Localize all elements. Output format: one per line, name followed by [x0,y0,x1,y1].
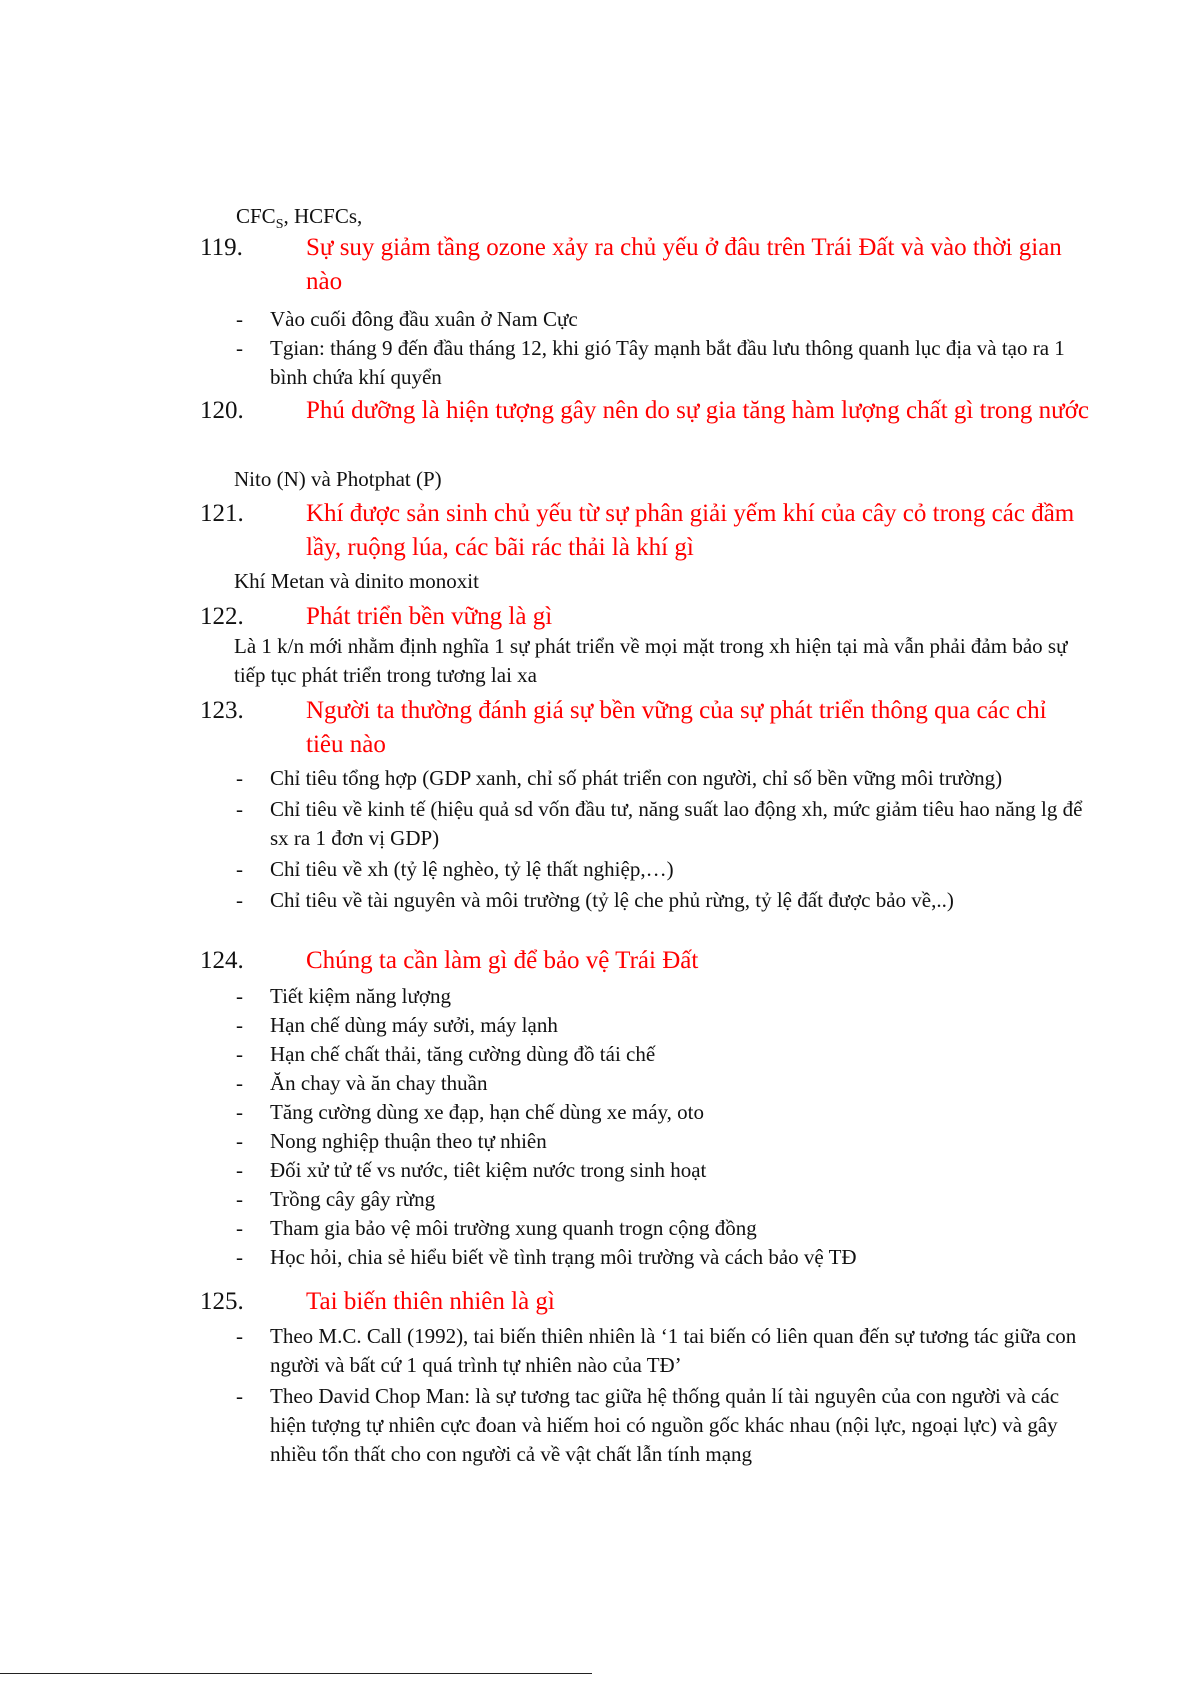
question-number: 122. [200,603,244,630]
list-item: - Tgian: tháng 9 đến đầu tháng 12, khi gió Tây mạnh bắt đầu lưu thông quanh lục địa và tạo ra 1 bình chứa khí quyển [236,336,1065,389]
answer-list [234,1322,1094,1471]
question-number: 119. [200,234,243,261]
question-number: 124. [200,947,244,974]
answer-text: Nito (N) và Photphat (P) [234,467,442,491]
question-text: Phú dưỡng là hiện tượng gây nên do sự gia tăng hàm lượng chất gì trong nước [306,397,1090,424]
question-122 [200,600,1090,634]
list-item: - Theo David Chop Man: là sự tương tac giữa hệ thống quản lí tài nguyên của con người và các hiện tượng tự nhiên cực đoan và hiếm hoi có nguồn gốc khác nhau (nội lực, ngoại lực) và gây nhiều tổn thất cho con người cả về vật chất lẫn tính mạng [236,1384,1060,1466]
list-item: - Chỉ tiêu về xh (tỷ lệ nghèo, tỷ lệ thất nghiệp,…) [236,857,674,881]
question-number: 121. [200,500,244,527]
question-number: 125. [200,1288,244,1315]
list-item: - Ăn chay và ăn chay thuần [236,1071,488,1095]
question-121 [200,497,1090,565]
footnote-divider [0,1673,592,1674]
question-119 [200,231,1090,299]
answer-list [234,982,1094,1272]
question-text: Chúng ta cần làm gì để bảo vệ Trái Đất [306,947,699,974]
list-item: - Học hỏi, chia sẻ hiểu biết về tình trạng môi trường và cách bảo vệ TĐ [236,1245,857,1269]
answer-text: Là 1 k/n mới nhằm định nghĩa 1 sự phát triển về mọi mặt trong xh hiện tại mà vẫn phải đảm bảo sự tiếp tục phát triển trong tương lai xa [234,634,1068,687]
list-item: - Vào cuối đông đầu xuân ở Nam Cực [236,307,578,331]
list-item: - Đối xử tử tế vs nước, tiêt kiệm nước trong sinh hoạt [236,1158,707,1182]
question-text: Khí được sản sinh chủ yếu từ sự phân giải yếm khí của cây cỏ trong các đầm lầy, ruộng lúa, các bãi rác thải là khí gì [306,500,1075,561]
question-124 [200,944,1090,978]
list-item: - Nong nghiệp thuận theo tự nhiên [236,1129,547,1153]
list-item: - Tiết kiệm năng lượng [236,984,451,1008]
question-125 [200,1285,1090,1319]
list-item: - Chỉ tiêu tổng hợp (GDP xanh, chỉ số phát triển con người, chỉ số bền vững môi trường) [236,766,1003,790]
question-number: 120. [200,397,244,424]
question-text: Người ta thường đánh giá sự bền vững của sự phát triển thông qua các chỉ tiêu nào [306,697,1047,758]
question-text: Sự suy giảm tầng ozone xảy ra chủ yếu ở đâu trên Trái Đất và vào thời gian nào [306,234,1062,295]
question-number: 123. [200,697,244,724]
answer-text: Khí Metan và dinito monoxit [234,569,479,593]
question-120 [200,394,1090,428]
list-item: - Theo M.C. Call (1992), tai biến thiên nhiên là ‘1 tai biến có liên quan đến sự tương tác giữa con người và bất cứ 1 quá trình tự nhiên nào của TĐ’ [236,1324,1077,1377]
question-123 [200,694,1090,762]
list-item: - Tăng cường dùng xe đạp, hạn chế dùng xe máy, oto [236,1100,705,1124]
list-item: - Chỉ tiêu về kinh tế (hiệu quả sd vốn đầu tư, năng suất lao động xh, mức giảm tiêu hao năng lg để sx ra 1 đơn vị GDP) [236,797,1083,850]
list-item: - Tham gia bảo vệ môi trường xung quanh trogn cộng đồng [236,1216,757,1240]
answer-list [234,764,1094,917]
answer-list [234,305,1094,392]
question-text: Phát triển bền vững là gì [306,603,553,630]
list-item: - Chỉ tiêu về tài nguyên và môi trường (tỷ lệ che phủ rừng, tỷ lệ đất được bảo về,..) [236,888,954,912]
intro-line: $CFC_S$, HCFCs, [236,204,363,233]
list-item: - Hạn chế dùng máy sưởi, máy lạnh [236,1013,558,1037]
list-item: - Hạn chế chất thải, tăng cường dùng đồ tái chế [236,1042,656,1066]
question-text: Tai biến thiên nhiên là gì [306,1288,555,1315]
list-item: - Trồng cây gây rừng [236,1187,436,1211]
